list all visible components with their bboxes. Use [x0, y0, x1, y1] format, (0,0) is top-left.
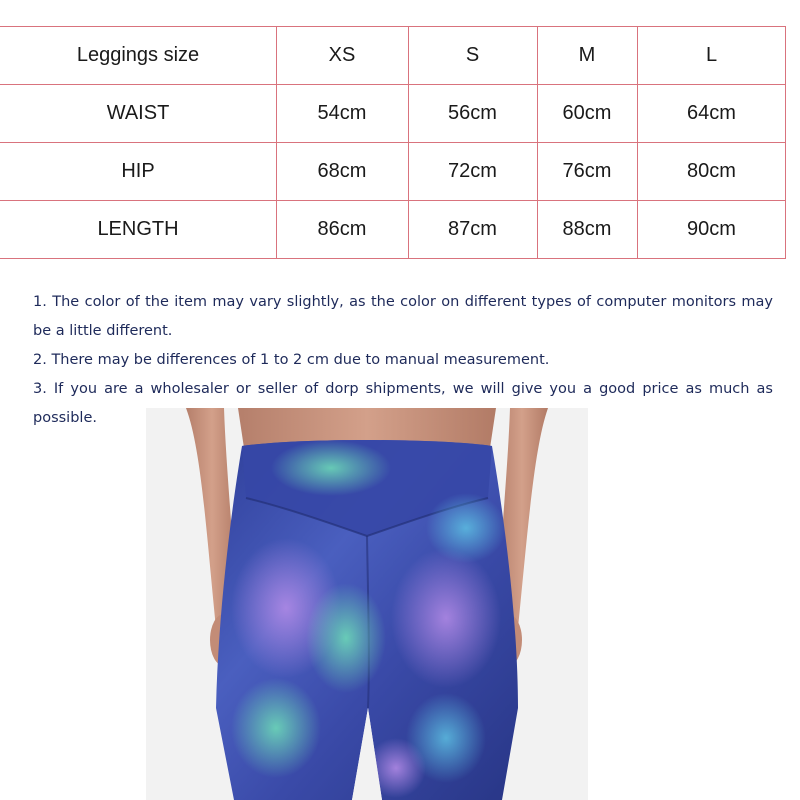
table-divider [0, 200, 786, 201]
note-wholesale: 3. If you are a wholesaler or seller of dorp shipments, we will give you a good price as much as possible. [33, 381, 773, 426]
table-cell: 64cm [687, 101, 736, 124]
table-cell: 90cm [687, 217, 736, 240]
table-column-divider [637, 26, 638, 258]
note-color-variance: 1. The color of the item may vary slightly, as the color on different types of computer monitors may be a little different. [33, 294, 773, 339]
table-cell: 72cm [448, 159, 497, 182]
table-column-divider [537, 26, 538, 258]
table-border-bottom [0, 258, 786, 259]
table-cell: 76cm [562, 159, 612, 182]
table-divider [0, 84, 786, 85]
table-cell: 88cm [562, 217, 612, 240]
header-label-cell: Leggings size [76, 43, 200, 66]
table-row-length [0, 200, 786, 258]
table-cell: 87cm [448, 217, 497, 240]
leggings-illustration [146, 408, 588, 800]
table-header-row [0, 26, 786, 84]
header-size-xs: XS [328, 43, 356, 66]
table-cell: 80cm [687, 159, 736, 182]
table-cell: 68cm [317, 159, 367, 182]
product-photo [146, 408, 588, 800]
row-label: HIP [121, 159, 155, 182]
table-row-hip [0, 142, 786, 200]
table-column-divider [408, 26, 409, 258]
table-cell: 54cm [317, 101, 367, 124]
row-label: WAIST [106, 101, 170, 124]
header-size-l: L [705, 43, 718, 66]
table-row-waist [0, 84, 786, 142]
header-size-m: M [578, 43, 596, 66]
table-cell: 60cm [562, 101, 612, 124]
table-cell: 86cm [317, 217, 367, 240]
table-border-right [785, 26, 786, 258]
header-size-s: S [465, 43, 480, 66]
row-label: LENGTH [97, 217, 179, 240]
table-cell: 56cm [448, 101, 497, 124]
table-column-divider [276, 26, 277, 258]
note-measurement: 2. There may be differences of 1 to 2 cm due to manual measurement. [33, 352, 550, 368]
table-border-top [0, 26, 786, 27]
table-divider [0, 142, 786, 143]
